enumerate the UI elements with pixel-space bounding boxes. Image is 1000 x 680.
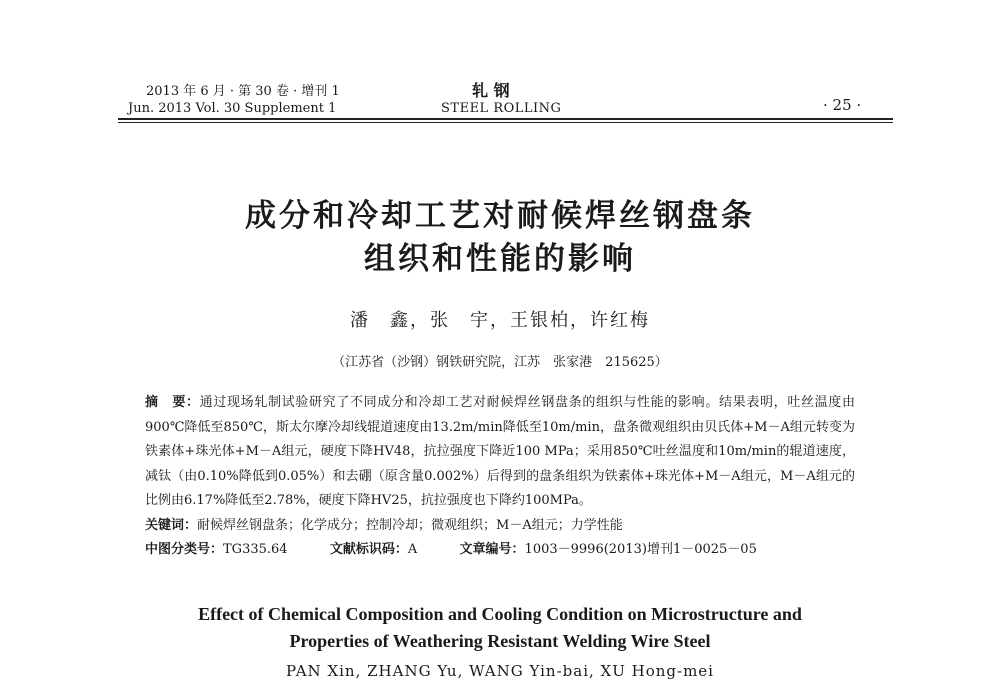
title-zh-line2: 组织和性能的影响 — [364, 241, 636, 277]
authors-zh: 潘 鑫，张 宇，王银柏，许红梅 — [350, 310, 650, 331]
page-number: · 25 · — [823, 96, 862, 114]
affiliation: （江苏省（沙钢）钢铁研究院，江苏 张家港 215625） — [332, 355, 668, 370]
abstract-label: 摘 要： — [145, 395, 200, 410]
clc-label: 中图分类号： — [145, 542, 224, 557]
header-issue-en: Jun. 2013 Vol. 30 Supplement 1 — [128, 101, 337, 116]
clc-value: TG335.64 — [223, 542, 288, 557]
doc-code-value: A — [407, 542, 418, 557]
journal-name-zh: 轧 钢 — [472, 81, 510, 100]
classification-line — [145, 538, 855, 563]
keywords-label: 关键词： — [145, 517, 198, 533]
title-en-line1: Effect of Chemical Composition and Cooling Condition on Microstructure and — [198, 604, 802, 624]
title-zh-line1: 成分和冷却工艺对耐候焊丝钢盘条 — [245, 198, 755, 234]
keywords — [145, 514, 855, 539]
article-number-label: 文章编号： — [459, 542, 525, 557]
article-number-value: 1003－9996(2013)增刊1－0025－05 — [524, 542, 757, 557]
abstract-text: 通过现场轧制试验研究了不同成分和冷却工艺对耐候焊丝钢盘条的组织与性能的影响。结果表明，吐丝温度由900℃降低至850℃，斯太尔摩冷却线辊道速度由13.2m/min降低至10m/min，盘条微观组织由贝氏体+M－A组元转变为铁素体+珠光体+M－A组元，硬度下降HV48，抗拉强度下降近100 MPa；采用850℃吐丝温度和10m/min的辊道速度，减钛（由0.10%降低到0.05%）和去硼（原含量0.002%）后得到的盘条组织为铁素体+珠光体+M－A组元，M－A组元的比例由6.17%降低至2.78%，硬度下降HV25，抗拉强度也下降约100MPa。 — [145, 395, 855, 508]
abstract — [145, 391, 855, 563]
header-issue-zh: 2013 年 6 月 · 第 30 卷 · 增刊 1 — [146, 84, 340, 99]
keywords-text: 耐候焊丝钢盘条；化学成分；控制冷却；微观组织；M－A组元；力学性能 — [197, 517, 623, 533]
header-rule-thin — [118, 122, 893, 123]
doc-code-label: 文献标识码： — [329, 542, 408, 557]
authors-en: PAN Xin, ZHANG Yu, WANG Yin-bai, XU Hong-mei — [286, 662, 714, 680]
journal-name-en: STEEL ROLLING — [441, 101, 562, 116]
title-en-line2: Properties of Weathering Resistant Welding Wire Steel — [289, 631, 711, 651]
header-rule-thick — [118, 118, 893, 120]
